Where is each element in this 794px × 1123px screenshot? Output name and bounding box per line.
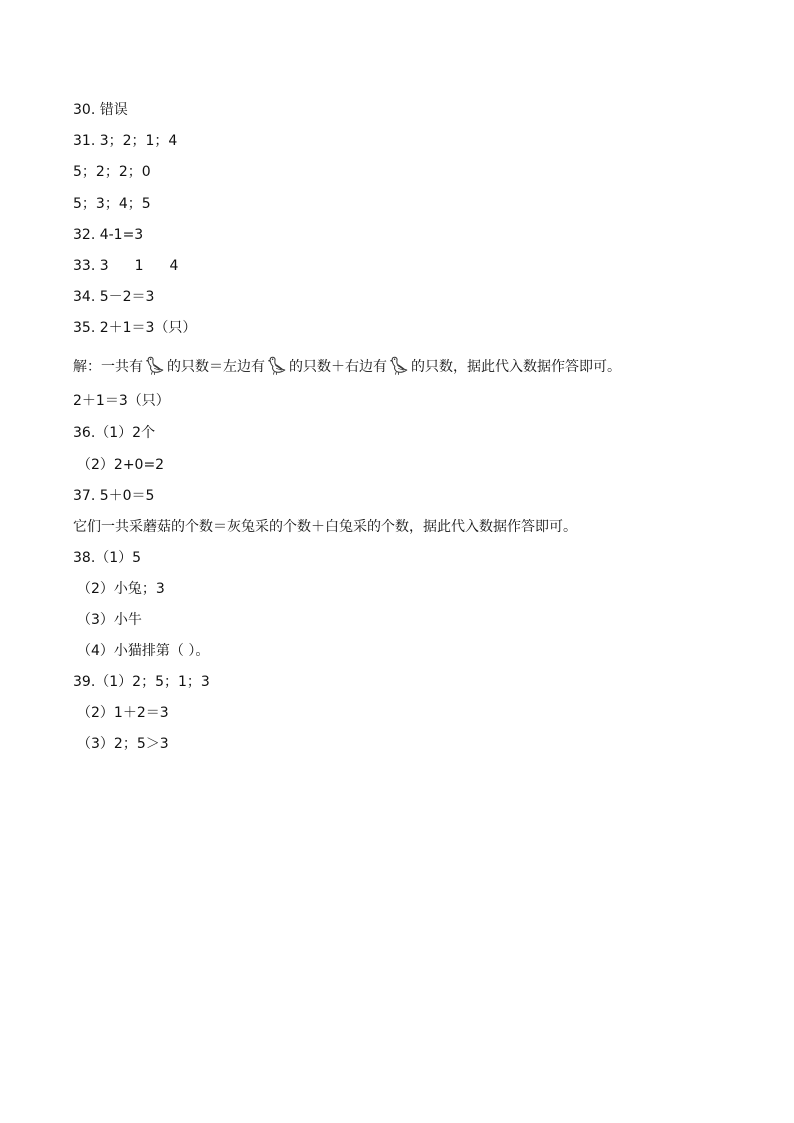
explanation-part2: 的只数＝左边有 [167,359,265,375]
answer-35: 35. 2＋1＝3（只） [73,320,197,336]
answer-33-value3: 4 [169,258,179,274]
answer-39-part2: （2）1＋2＝3 [77,705,169,721]
answer-38-part1: 38.（1）5 [73,550,142,566]
answer-37-explanation: 它们一共采蘑菇的个数＝灰兔采的个数＋白兔采的个数，据此代入数据作答即可。 [73,519,577,535]
explanation-part4: 的只数，据此代入数据作答即可。 [411,359,621,375]
pigeon-icon [388,354,410,376]
answer-36-part1: 36.（1）2个 [73,425,156,441]
answer-33-value2: 1 [134,258,144,274]
explanation-part3: 的只数＋右边有 [289,359,387,375]
answer-30: 30. 错误 [73,102,128,118]
pigeon-icon [266,354,288,376]
answer-32: 32. 4-1=3 [73,227,144,243]
answer-31-line3: 5；3；4；5 [73,196,151,212]
answer-33-value1: 33. 3 [73,258,109,274]
answer-38-part2: （2）小兔；3 [77,581,165,597]
answer-38-part3: （3）小牛 [77,612,142,628]
answer-33 [73,256,178,276]
answer-39-part3: （3）2；5＞3 [77,736,169,752]
answer-35-explanation [73,354,621,377]
answer-34: 34. 5－2＝3 [73,289,155,305]
answer-31-line2: 5；2；2；0 [73,164,151,180]
answer-31-line1: 31. 3；2；1；4 [73,133,178,149]
answer-35-calc: 2＋1＝3（只） [73,393,170,409]
answer-37: 37. 5＋0＝5 [73,488,155,504]
pigeon-icon [144,354,166,376]
answer-39-part1: 39.（1）2；5；1；3 [73,674,210,690]
answer-36-part2: （2）2+0=2 [77,457,165,473]
answer-38-part4: （4）小猫排第（ ）。 [77,643,210,659]
explanation-part1: 解：一共有 [73,359,143,375]
